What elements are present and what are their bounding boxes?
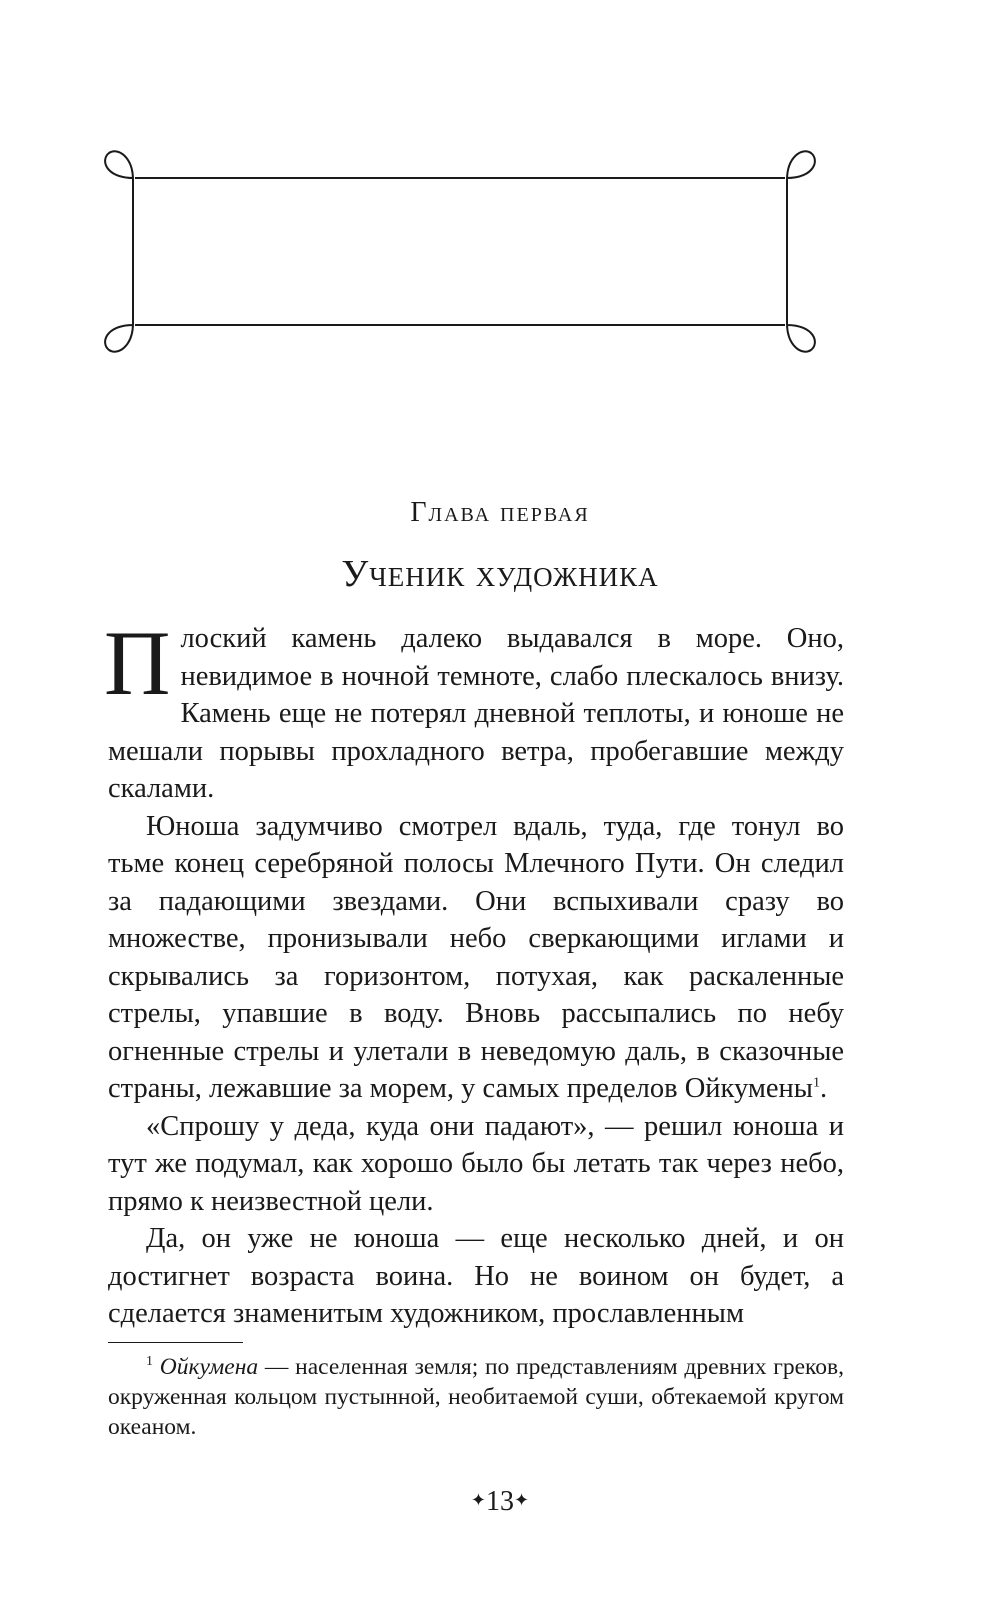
- footnote-term: Ойкумена: [159, 1354, 259, 1380]
- footnote: [108, 1352, 844, 1442]
- page-number: 13: [486, 1486, 514, 1517]
- paragraph-3: «Спрошу у деда, куда они падают», — решил юноша и тут же подумал, как хорошо было бы летать так через небо, прямо к неизвестной цели.: [108, 1110, 844, 1217]
- chapter-title: Ученик художника: [341, 553, 659, 595]
- star-ornament-left-icon: ✦: [470, 1490, 486, 1510]
- footnote-text: — населенная земля; по представлениям древних греков, окруженная кольцом пустынной, необитаемой суши, обтекаемой кругом океаном.: [108, 1354, 844, 1440]
- paragraph-2-text: Юноша задумчиво смотрел вдаль, туда, где тонул во тьме конец серебряной полосы Млечного Пути. Он следил за падающими звездами. Они вспыхивали сразу во множестве, пронизывали небо сверкающими иглами и скрывались за горизонтом, потухая, как раскаленные стрелы, упавшие в воду. Вновь рассыпались по небу огненные стрелы и улетали в неведомую даль, в сказочные страны, лежавшие за морем, у самых пределов Ойкумены: [108, 810, 844, 1104]
- footnote-divider: [108, 1342, 243, 1343]
- paragraph-2: [108, 808, 844, 1108]
- star-ornament-right-icon: ✦: [514, 1490, 530, 1510]
- page-number-line: [0, 1486, 1000, 1518]
- chapter-label: Глава первая: [410, 497, 590, 528]
- paragraph-2-end: .: [819, 1073, 828, 1104]
- drop-cap: П: [104, 612, 171, 714]
- paragraph-1: [104, 612, 844, 808]
- decorative-frame-ornament: [100, 145, 850, 370]
- body-text: [104, 612, 844, 1333]
- footnote-reference[interactable]: 1: [812, 1075, 820, 1091]
- paragraph-1-text: лоский камень далеко выдавался в море. Оно, невидимое в ночной темноте, слабо плескалось внизу. Камень еще не потерял дневной теплоты, и юноше не мешали порывы прохладного ветра, пробегавшие между скалами.: [108, 623, 844, 804]
- paragraph-4: Да, он уже не юноша — еще несколько дней, и он достигнет возраста воина. Но не воином он будет, а сделается знаменитым художником, прославленным: [108, 1223, 844, 1329]
- footnote-mark: 1: [146, 1354, 153, 1370]
